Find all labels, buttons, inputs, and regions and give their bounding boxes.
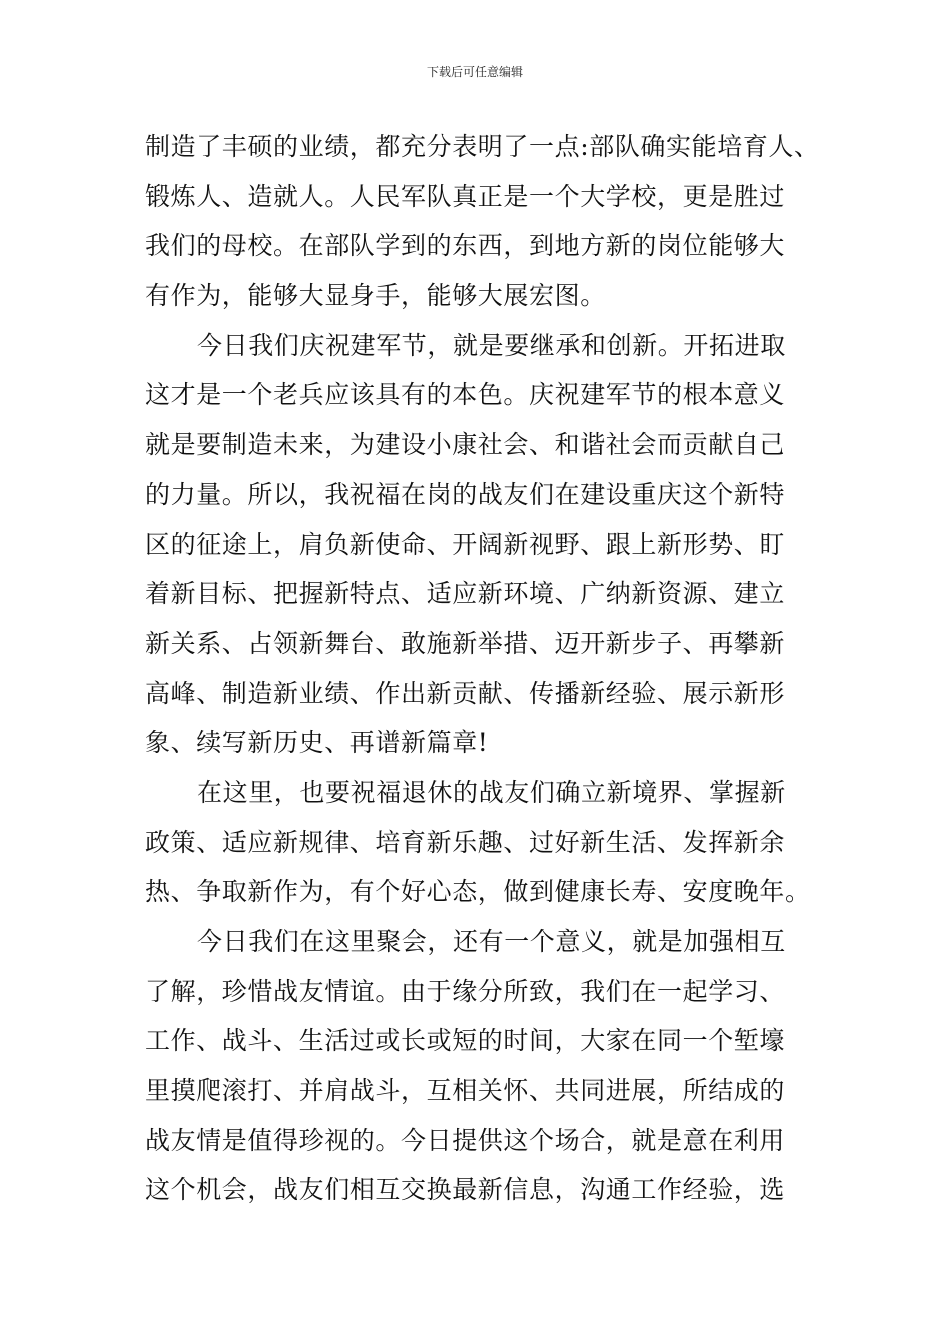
text-line: 今日我们庆祝建军节，就是要继承和创新。开拓进取	[197, 330, 786, 360]
text-line: 里摸爬滚打、并肩战斗，互相关怀、共同进展，所结成的	[145, 1076, 786, 1106]
text-line: 有作为，能够大显身手，能够大展宏图。	[145, 281, 606, 311]
text-line: 战友情是值得珍视的。今日提供这个场合，就是意在利用	[145, 1125, 786, 1155]
text-line: 热、争取新作为，有个好心态，做到健康长寿、安度晚年。	[145, 877, 811, 907]
text-line: 区的征途上，肩负新使命、开阔新视野、跟上新形势、盯	[145, 529, 786, 559]
text-line: 今日我们在这里聚会，还有一个意义，就是加强相互	[197, 927, 786, 956]
paragraph-1	[145, 122, 820, 321]
text-line: 政策、适应新规律、培育新乐趣、过好新生活、发挥新余	[145, 827, 786, 857]
text-line: 新关系、占领新舞台、敢施新举措、迈开新步子、再攀新	[145, 628, 786, 658]
text-line: 制造了丰硕的业绩，都充分表明了一点:部队确实能培育人、	[145, 132, 820, 161]
text-line: 我们的母校。在部队学到的东西，到地方新的岗位能够大	[145, 231, 786, 261]
text-line: 这个机会，战友们相互交换最新信息，沟通工作经验，选	[145, 1175, 786, 1205]
text-line: 着新目标、把握新特点、适应新环境、广纳新资源、建立	[145, 579, 786, 609]
text-line: 象、续写新历史、再谱新篇章!	[145, 728, 489, 758]
paragraph-2	[145, 321, 811, 768]
text-line: 工作、战斗、生活过或长或短的时间，大家在同一个堑壕	[145, 1026, 786, 1056]
text-line: 高峰、制造新业绩、作出新贡献、传播新经验、展示新形	[145, 678, 786, 708]
text-line: 就是要制造未来，为建设小康社会、和谐社会而贡献自己	[145, 430, 786, 460]
text-line: 这才是一个老兵应该具有的本色。庆祝建军节的根本意义	[145, 380, 786, 410]
document-body	[145, 122, 820, 1215]
text-line: 了解，珍惜战友情谊。由于缘分所致，我们在一起学习、	[145, 976, 786, 1006]
paragraph-4	[145, 917, 811, 1215]
page-header: 下载后可任意编辑	[426, 65, 523, 79]
text-line: 锻炼人、造就人。人民军队真正是一个大学校，更是胜过	[145, 181, 786, 211]
text-line: 在这里，也要祝福退休的战友们确立新境界、掌握新	[197, 777, 786, 807]
text-line: 的力量。所以，我祝福在岗的战友们在建设重庆这个新特	[145, 479, 786, 509]
paragraph-3	[145, 768, 811, 917]
